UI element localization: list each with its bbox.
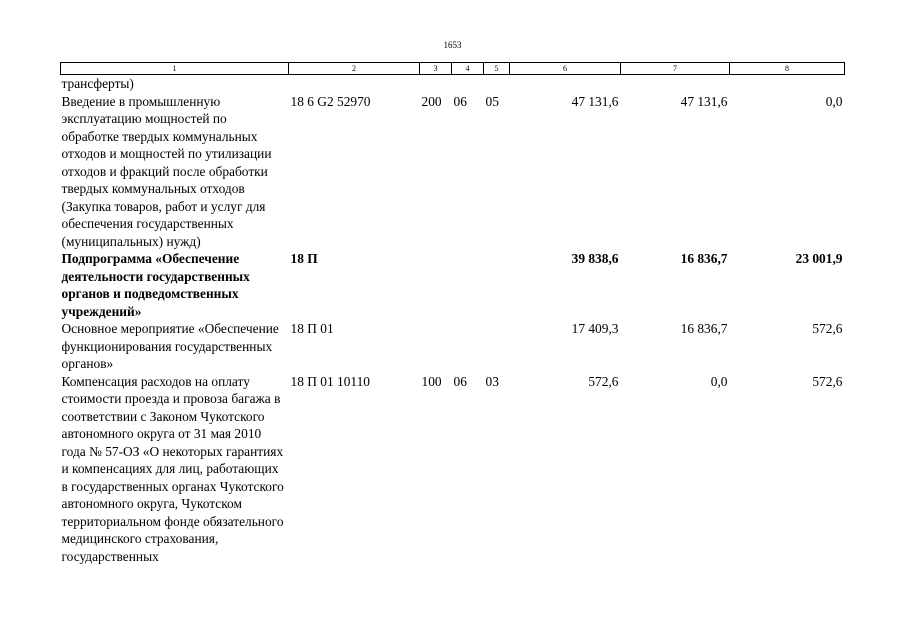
page-number: 1653 <box>443 40 462 50</box>
table-header <box>61 63 845 75</box>
row-code <box>289 75 420 93</box>
row-subsection <box>484 320 510 373</box>
row-code: 18 П 01 <box>290 321 334 336</box>
header-col-1: 1 <box>61 63 289 75</box>
row-subsection: 03 <box>485 373 499 389</box>
row-name: трансферты) <box>61 76 134 91</box>
header-col-2: 2 <box>289 63 420 75</box>
row-amount-7: 16 836,7 <box>680 321 728 336</box>
row-amount-total: 39 838,6 <box>571 251 619 266</box>
row-amount-7: 16 836,7 <box>680 251 728 266</box>
row-section: 06 <box>453 373 467 389</box>
row-type: 100 <box>421 373 442 389</box>
budget-table <box>60 62 845 565</box>
row-type <box>420 250 452 320</box>
row-amount-8 <box>730 75 845 93</box>
header-col-5: 5 <box>484 63 510 75</box>
header-col-8: 8 <box>730 63 845 75</box>
row-amount-8: 0,0 <box>825 93 843 109</box>
row-code: 18 6 G2 52970 <box>290 93 371 109</box>
row-amount-8: 572,6 <box>812 321 843 336</box>
row-type <box>420 75 452 93</box>
header-col-3: 3 <box>420 63 452 75</box>
row-section <box>452 75 484 93</box>
row-subsection <box>484 75 510 93</box>
row-amount-8: 572,6 <box>812 373 843 389</box>
row-amount-total: 17 409,3 <box>571 321 619 336</box>
table-row <box>61 373 845 566</box>
header-row <box>61 63 845 75</box>
row-amount-8: 23 001,9 <box>795 251 843 266</box>
row-amount-7: 47 131,6 <box>680 93 728 109</box>
header-col-4: 4 <box>452 63 484 75</box>
row-name: Компенсация расходов на оплату стоимости проезда и провоза багажа в соответствии с Законом Чукотского автономного округа от 31 мая 2010 года № 57-ОЗ «О некоторых гарантиях и компенсациях для лиц, работающих в государственных органах Чукотского автономного округа, Чукотском территориальном фонде обязательного медицинского страхования, государственных <box>61 373 284 564</box>
row-type <box>420 320 452 373</box>
table-row <box>61 93 845 251</box>
table-body <box>61 75 845 566</box>
header-col-6: 6 <box>510 63 621 75</box>
row-code: 18 П 01 10110 <box>290 373 370 389</box>
row-subsection: 05 <box>485 93 499 109</box>
row-section: 06 <box>453 93 467 109</box>
header-col-7: 7 <box>621 63 730 75</box>
row-type: 200 <box>421 93 442 109</box>
row-amount-total: 47 131,6 <box>571 93 619 109</box>
row-amount-total <box>510 75 621 93</box>
row-section <box>452 250 484 320</box>
row-section <box>452 320 484 373</box>
row-name: Подпрограмма «Обеспечение деятельности государственных органов и подведомственных учреждений» <box>61 251 250 319</box>
row-name: Введение в промышленную эксплуатацию мощностей по обработке твердых коммунальных отходов и мощностей по утилизации отходов и фракций после обработки твердых коммунальных отходов (Закупка товаров, работ и услуг для обеспечения государственных (муниципальных) нужд) <box>61 93 272 249</box>
row-code: 18 П <box>290 251 318 266</box>
row-amount-7 <box>621 75 730 93</box>
row-amount-7: 0,0 <box>710 373 728 389</box>
row-subsection <box>484 250 510 320</box>
row-name: Основное мероприятие «Обеспечение функционирования государственных органов» <box>61 321 279 371</box>
row-amount-total: 572,6 <box>588 373 619 389</box>
table-row <box>61 75 845 93</box>
table-row <box>61 320 845 373</box>
table-row-subprogram <box>61 250 845 320</box>
